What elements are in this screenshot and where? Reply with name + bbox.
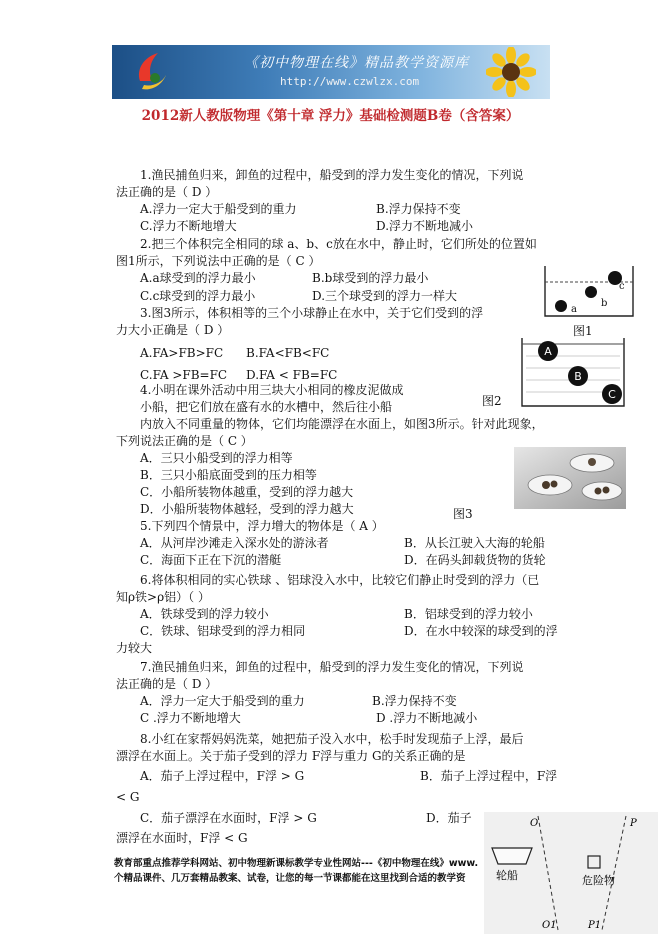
text-line: 法正确的是（ D ） (116, 185, 218, 199)
text-line: 力大小正确是（ D ） (116, 323, 230, 337)
text-line: 力较大 (116, 641, 153, 655)
site-logo-icon (134, 51, 168, 91)
sunflower-icon (486, 47, 536, 97)
figure-3-caption: 图3 (453, 507, 473, 521)
figure-1-caption: 图1 (573, 324, 593, 338)
text-line: D .浮力不断地减小 (376, 711, 478, 725)
svg-text:a: a (571, 304, 577, 315)
text-line: A．茄子上浮过程中，F浮 > G (140, 769, 305, 783)
text-line: D.FA < FB=FC (246, 368, 338, 382)
text-line: B．从长江驶入大海的轮船 (404, 536, 545, 550)
figure-4-boat-hazard (484, 812, 658, 934)
figure-3-boats-photo (514, 447, 626, 509)
svg-text:B: B (574, 370, 582, 383)
text-line: 1.渔民捕鱼归来，卸鱼的过程中，船受到的浮力发生变化的情况，下列说 (140, 168, 524, 182)
text-line: 内放入不同重量的物体，它们均能漂浮在水面上，如图3所示。针对此现象， (140, 417, 544, 431)
text-line: D.浮力不断地减小 (376, 219, 474, 233)
text-line: 漂浮在水面上。关于茄子受到的浮力 F浮与重力 G的关系正确的是 (116, 749, 466, 763)
svg-text:A: A (544, 345, 552, 358)
text-line: C.FA >FB=FC (140, 368, 228, 382)
text-line: 小船，把它们放在盛有水的水槽中，然后往小船 (140, 400, 393, 414)
svg-text:c: c (619, 281, 625, 292)
header-banner (112, 45, 550, 99)
text-line: < G (116, 790, 140, 804)
text-line: B．铝球受到的浮力较小 (404, 607, 533, 621)
text-line: 图1所示，下列说法中正确的是（ C ） (116, 254, 321, 268)
text-line: A．三只小船受到的浮力相等 (140, 451, 293, 465)
text-line: 2.把三个体积完全相同的球 a、b、c放在水中，静止时，它们所处的位置如 (140, 237, 537, 251)
text-line: B.浮力保持不变 (376, 202, 461, 216)
text-line: C．小船所装物体越重，受到的浮力越大 (140, 485, 354, 499)
text-line: 法正确的是（ D ） (116, 677, 218, 691)
svg-text:P: P (630, 818, 637, 829)
svg-text:b: b (601, 298, 608, 309)
text-line: 7.渔民捕鱼归来，卸鱼的过程中，船受到的浮力发生变化的情况，下列说 (140, 660, 524, 674)
figure-2-balls-in-water (520, 336, 626, 408)
text-line: 5.下列四个情景中，浮力增大的物体是（ A ） (140, 519, 384, 533)
text-line: C．茄子漂浮在水面时，F浮 > G (140, 811, 317, 825)
svg-text:轮船: 轮船 (496, 869, 518, 882)
text-line: A.浮力一定大于船受到的重力 (140, 202, 297, 216)
text-line: B.b球受到的浮力最小 (312, 271, 429, 285)
text-line: D．茄子 (426, 811, 472, 825)
text-line: A．从河岸沙滩走入深水处的游泳者 (140, 536, 329, 550)
figure-2-caption: 图2 (482, 394, 502, 408)
svg-text:C: C (608, 388, 616, 401)
text-line: A.FA>FB>FC (140, 346, 224, 360)
text-line: 8.小红在家帮妈妈洗菜，她把茄子没入水中，松手时发现茄子上浮，最后 (140, 732, 524, 746)
svg-text:P1: P1 (588, 920, 602, 931)
text-line: A．铁球受到的浮力较小 (140, 607, 269, 621)
document-title: 2012新人教版物理《第十章 浮力》基础检测题B卷（含答案） (141, 108, 520, 124)
text-line: C．海面下正在下沉的潜艇 (140, 553, 282, 567)
text-line: 下列说法正确的是（ C ） (116, 434, 253, 448)
text-line: A．浮力一定大于船受到的重力 (140, 694, 305, 708)
footer-line-1: 教育部重点推荐学科网站、初中物理新课标教学专业性网站---《初中物理在线》www. (114, 858, 479, 869)
text-line: 4.小明在课外活动中用三块大小相同的橡皮泥做成 (140, 383, 404, 397)
text-line: D．在水中较深的球受到的浮 (404, 624, 558, 638)
banner-title: 《初中物理在线》精品教学资源库 (244, 55, 469, 71)
text-line: 漂浮在水面时，F浮 < G (116, 831, 248, 845)
text-line: D．小船所装物体越轻，受到的浮力越大 (140, 502, 354, 516)
text-line: B.浮力保持不变 (372, 694, 457, 708)
svg-text:O1: O1 (542, 920, 557, 931)
text-line: B.FA<FB<FC (246, 346, 330, 360)
text-line: A.a球受到的浮力最小 (140, 271, 256, 285)
svg-text:O: O (530, 818, 539, 829)
text-line: B．三只小船底面受到的压力相等 (140, 468, 317, 482)
text-line: C．铁球、铝球受到的浮力相同 (140, 624, 306, 638)
text-line: 6.将体积相同的实心铁球 、铝球没入水中，比较它们静止时受到的浮力（已 (140, 573, 540, 587)
text-line: B．茄子上浮过程中，F浮 (420, 769, 558, 783)
text-line: C .浮力不断地增大 (140, 711, 241, 725)
banner-url: http://www.czwlzx.com (280, 75, 420, 88)
text-line: 3.图3所示，体积相等的三个小球静止在水中，关于它们受到的浮 (140, 306, 484, 320)
text-line: D．在码头卸载货物的货轮 (404, 553, 546, 567)
text-line: 知ρ铁>ρ铝）（ ） (116, 590, 210, 604)
text-line: C.浮力不断地增大 (140, 219, 237, 233)
figure-1-balls-in-water (543, 262, 635, 318)
footer-line-2: 个精品课件、几万套精品教案、试卷，让您的每一节课都能在这里找到合适的教学资 (114, 873, 466, 884)
svg-text:危险物: 危险物 (582, 874, 615, 887)
text-line: D.三个球受到的浮力一样大 (312, 289, 458, 303)
text-line: C.c球受到的浮力最小 (140, 289, 256, 303)
